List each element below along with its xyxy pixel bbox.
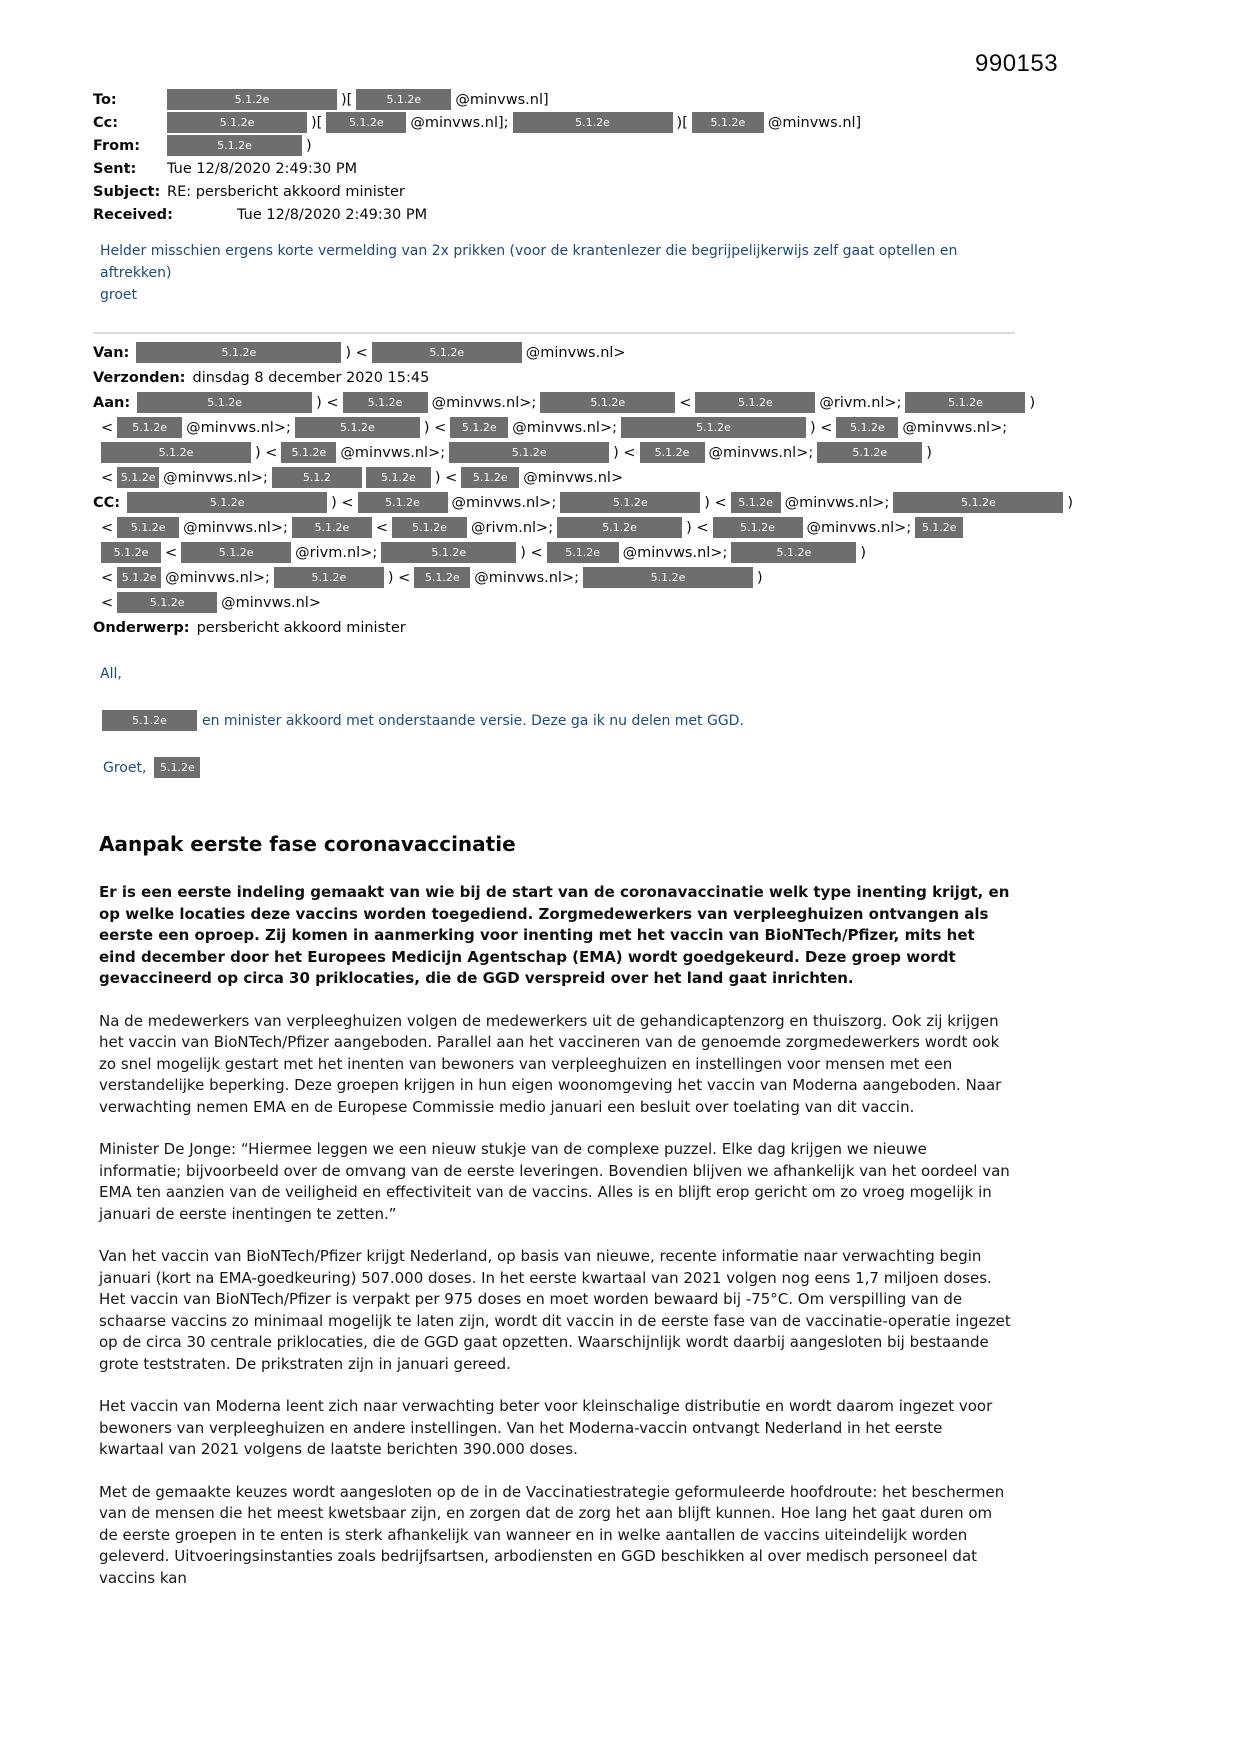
header-text: ) bbox=[1029, 395, 1036, 411]
redaction-block: 5.1.2e bbox=[326, 112, 406, 133]
press-release-paragraph: Met de gemaakte keuzes wordt aangesloten op de in de Vaccinatiestrategie geformuleerde hoofdroute: het beschermen van de mensen die het meest kwetsbaar zijn, en zorgen dat de zorg het aan blijft kunnen. Hoe lang het gaat duren om de eerste groepen in te enten is sterk afhankelijk van wanneer en in welke aantallen de vaccins uiteindelijk worden geleverd. Uitvoeringsinstanties zoals bedrijfsartsen, arbodiensten en GGD beschikken al over medisch personeel dat vaccins kan bbox=[99, 1482, 1005, 1587]
header-label: Onderwerp: bbox=[93, 620, 190, 636]
header-line bbox=[93, 88, 1018, 111]
header-text: ) < bbox=[613, 445, 636, 461]
redaction-block: 5.1.2e bbox=[358, 492, 448, 513]
message-body bbox=[93, 666, 1018, 780]
redaction-block: 5.1.2e bbox=[557, 517, 682, 538]
redaction-block: 5.1.2e bbox=[167, 89, 337, 110]
redaction-block: 5.1.2e bbox=[695, 392, 815, 413]
press-release-title: Aanpak eerste fase coronavaccinatie bbox=[99, 832, 516, 856]
redaction-block: 5.1.2e bbox=[154, 757, 200, 778]
email-header-quoted bbox=[93, 340, 1074, 640]
redaction-block: 5.1.2e bbox=[181, 542, 291, 563]
header-text: RE: persbericht akkoord minister bbox=[167, 184, 405, 200]
header-label: CC: bbox=[93, 495, 121, 511]
header-text: @minvws.nl>; bbox=[784, 495, 890, 511]
redaction-block: 5.1.2 bbox=[272, 467, 362, 488]
header-label: Van: bbox=[93, 345, 130, 361]
header-line bbox=[93, 365, 1018, 390]
redaction-block: 5.1.2e bbox=[461, 467, 519, 488]
header-text: @rivm.nl>; bbox=[819, 395, 902, 411]
redaction-block: 5.1.2e bbox=[101, 442, 251, 463]
header-text: @minvws.nl>; bbox=[512, 420, 617, 436]
redaction-block: 5.1.2e bbox=[295, 417, 420, 438]
header-text: @minvws.nl> bbox=[523, 470, 624, 486]
header-line bbox=[93, 440, 1018, 465]
redaction-block: 5.1.2e bbox=[292, 517, 372, 538]
approval-line bbox=[100, 708, 1018, 733]
redaction-block: 5.1.2e bbox=[513, 112, 673, 133]
header-text: ) < bbox=[316, 395, 339, 411]
redaction-block: 5.1.2e bbox=[101, 542, 161, 563]
header-text: )[ bbox=[676, 115, 688, 131]
redaction-block: 5.1.2e bbox=[117, 592, 217, 613]
header-line bbox=[93, 590, 1018, 615]
header-text: ) < bbox=[520, 545, 543, 561]
redaction-block: 5.1.2e bbox=[381, 542, 516, 563]
press-release-paragraphs bbox=[99, 1011, 1011, 1590]
header-text: < bbox=[101, 470, 114, 486]
press-release-paragraph: Na de medewerkers van verpleeghuizen volgen de medewerkers uit de gehandicaptenzorg en thuiszorg. Ook zij krijgen het vaccin van BioNTech/Pfizer aangeboden. Parallel aan het vaccineren van de genoemde zorgmedewerkers wordt ook zo snel mogelijk gestart met het inenten van bewoners van verpleeghuizen en instellingen voor mensen met een verstandelijke beperking. Deze groepen krijgen in hun eigen woonomgeving het vaccin van Moderna aangeboden. Naar verwachting nemen EMA en de Europese Commissie medio januari een besluit over toelating van dit vaccin. bbox=[99, 1011, 1002, 1116]
doc-number: 990153 bbox=[975, 50, 1059, 77]
redaction-block: 5.1.2e bbox=[583, 567, 753, 588]
redaction-block: 5.1.2e bbox=[366, 467, 431, 488]
header-line bbox=[93, 203, 1018, 226]
header-line bbox=[93, 515, 1018, 540]
header-label: Received: bbox=[93, 207, 173, 223]
redaction-block: 5.1.2e bbox=[621, 417, 806, 438]
redaction-block: 5.1.2e bbox=[560, 492, 700, 513]
redaction-block: 5.1.2e bbox=[713, 517, 803, 538]
indent-spacer bbox=[165, 218, 235, 219]
header-text: < bbox=[375, 520, 389, 536]
header-text: @minvws.nl>; bbox=[451, 495, 557, 511]
reply-note bbox=[93, 240, 1005, 306]
header-line bbox=[100, 708, 1018, 733]
header-line bbox=[93, 340, 1018, 365]
header-text: @minvws.nl>; bbox=[902, 420, 1008, 436]
header-text: ) < bbox=[686, 520, 709, 536]
header-text: )[ bbox=[341, 92, 353, 108]
header-label: Cc: bbox=[93, 115, 119, 131]
redaction-block: 5.1.2e bbox=[117, 467, 159, 488]
email-content bbox=[93, 88, 1074, 1610]
press-release-paragraph: Het vaccin van Moderna leent zich naar verwachting beter voor kleinschalige distributie en wordt daarom ingezet voor bewoners van verpleeghuizen en andere instellingen. Van het Moderna-vaccin ontvangt Nederland in het eerste kwartaal van 2021 volgens de laatste berichten 390.000 doses. bbox=[99, 1397, 993, 1458]
header-text: en minister akkoord met onderstaande versie. Deze ga ik nu delen met GGD. bbox=[202, 713, 744, 729]
header-label: Sent: bbox=[93, 161, 137, 177]
redaction-block: 5.1.2e bbox=[450, 417, 508, 438]
redaction-block: 5.1.2e bbox=[640, 442, 705, 463]
header-text: < bbox=[101, 595, 114, 611]
header-text: @minvws.nl>; bbox=[165, 570, 270, 586]
header-line bbox=[93, 390, 1036, 415]
header-text: ) < bbox=[345, 345, 368, 361]
header-text: ) < bbox=[423, 420, 447, 436]
header-text: ) < bbox=[331, 495, 354, 511]
redaction-block: 5.1.2e bbox=[356, 89, 451, 110]
header-line bbox=[93, 157, 1018, 180]
header-text: @minvws.nl>; bbox=[340, 445, 446, 461]
header-line bbox=[93, 111, 1018, 134]
header-text: ) < bbox=[255, 445, 278, 461]
redaction-block: 5.1.2e bbox=[167, 112, 307, 133]
header-text: < bbox=[101, 520, 114, 536]
header-text: @minvws.nl>; bbox=[163, 470, 268, 486]
header-text: ) < bbox=[809, 420, 833, 436]
redaction-block: 5.1.2e bbox=[281, 442, 336, 463]
redaction-block: 5.1.2e bbox=[836, 417, 898, 438]
header-text: ) bbox=[926, 445, 932, 461]
header-text: < bbox=[679, 395, 692, 411]
header-label: Aan: bbox=[93, 395, 131, 411]
redaction-block: 5.1.2e bbox=[117, 567, 161, 588]
header-line bbox=[93, 490, 1074, 515]
header-text: ) bbox=[756, 570, 763, 586]
redaction-block: 5.1.2e bbox=[127, 492, 327, 513]
redaction-block: 5.1.2e bbox=[167, 135, 302, 156]
redaction-block: 5.1.2e bbox=[102, 710, 197, 731]
redaction-block: 5.1.2e bbox=[731, 542, 856, 563]
reply-note-signoff: groet bbox=[100, 287, 138, 303]
header-text: < bbox=[101, 570, 114, 586]
header-text: @minvws.nl] bbox=[455, 92, 549, 108]
redaction-block: 5.1.2e bbox=[540, 392, 675, 413]
header-text: @minvws.nl]; bbox=[410, 115, 509, 131]
header-text: @minvws.nl] bbox=[767, 115, 862, 131]
header-label: Verzonden: bbox=[93, 370, 186, 386]
header-text: ) < bbox=[434, 470, 458, 486]
header-text: @minvws.nl>; bbox=[186, 420, 291, 436]
redaction-block: 5.1.2e bbox=[137, 392, 312, 413]
salutation: All, bbox=[100, 666, 122, 682]
header-text: dinsdag 8 december 2020 15:45 bbox=[192, 370, 430, 386]
header-text: Groet, bbox=[103, 760, 147, 776]
header-text: @minvws.nl>; bbox=[622, 545, 728, 561]
header-text: @rivm.nl>; bbox=[471, 520, 554, 536]
redaction-block: 5.1.2e bbox=[547, 542, 619, 563]
header-text: Tue 12/8/2020 2:49:30 PM bbox=[237, 207, 428, 223]
closing-line bbox=[100, 755, 1018, 780]
header-text: persbericht akkoord minister bbox=[196, 620, 406, 636]
redaction-block: 5.1.2e bbox=[343, 392, 428, 413]
press-release bbox=[93, 832, 1011, 1589]
header-text: ) bbox=[306, 138, 312, 154]
redaction-block: 5.1.2e bbox=[905, 392, 1025, 413]
redaction-block: 5.1.2e bbox=[117, 417, 182, 438]
header-line bbox=[93, 180, 1018, 203]
header-text: ) bbox=[1067, 495, 1074, 511]
redaction-block: 5.1.2e bbox=[136, 342, 341, 363]
redaction-block: 5.1.2e bbox=[731, 492, 781, 513]
press-release-paragraph: Van het vaccin van BioNTech/Pfizer krijgt Nederland, op basis van nieuwe, recente informatie naar verwachting begin januari (kort na EMA-goedkeuring) 507.000 doses. In het eerste kwartaal van 2021 volgen nog eens 1,7 miljoen doses. Het vaccin van BioNTech/Pfizer is verpakt per 975 doses en moet worden bewaard bij -75°C. Om verspilling van de schaarse vaccins zo minimaal mogelijk te laten zijn, wordt dit vaccin in de eerste fase van de vaccinatie-operatie ingezet op de circa 30 centrale priklocaties, die de GGD gaat opzetten. Waarschijnlijk wordt daarbij aangesloten bij bestaande grote teststraten. De prikstraten zijn in januari gereed. bbox=[99, 1247, 1011, 1373]
header-text: @minvws.nl> bbox=[221, 595, 321, 611]
redaction-block: 5.1.2e bbox=[414, 567, 470, 588]
header-line bbox=[93, 415, 1018, 440]
press-release-lead: Er is een eerste indeling gemaakt van wie bij de start van de coronavaccinatie welk type inenting krijgt, en op welke locaties deze vaccins worden toegediend. Zorgmedewerkers van verpleeghuizen ontvangen als eerste een oproep. Zij komen in aanmerking voor inenting met het vaccin van BioNTech/Pfizer, mits het eind december door het Europees Medicijn Agentschap (EMA) wordt goedgekeurd. Deze groep wordt gevaccineerd op circa 30 priklocaties, die de GGD verspreid over het land gaat inrichten. bbox=[99, 883, 1010, 987]
header-text: @minvws.nl>; bbox=[708, 445, 814, 461]
redaction-block: 5.1.2e bbox=[274, 567, 384, 588]
reply-note-text: Helder misschien ergens korte vermelding van 2x prikken (voor de krantenlezer die begrijpelijkerwijs zelf gaat optellen en aftrekken) bbox=[100, 243, 958, 281]
header-line bbox=[93, 615, 1018, 640]
header-text: ) < bbox=[387, 570, 411, 586]
header-line bbox=[93, 134, 1018, 157]
header-text: @rivm.nl>; bbox=[295, 545, 378, 561]
separator-line bbox=[93, 332, 1015, 334]
redaction-block: 5.1.2e bbox=[692, 112, 764, 133]
header-text: @minvws.nl>; bbox=[474, 570, 579, 586]
header-text: @minvws.nl>; bbox=[431, 395, 537, 411]
header-text: ) bbox=[860, 545, 867, 561]
header-label: To: bbox=[93, 92, 117, 108]
header-text: @minvws.nl> bbox=[525, 345, 626, 361]
header-line bbox=[93, 540, 1018, 565]
redaction-block: 5.1.2e bbox=[817, 442, 922, 463]
header-text: )[ bbox=[311, 115, 323, 131]
header-label: Subject: bbox=[93, 184, 161, 200]
redaction-block: 5.1.2e bbox=[117, 517, 179, 538]
header-text: ) < bbox=[704, 495, 727, 511]
redaction-block: 5.1.2e bbox=[893, 492, 1063, 513]
header-line bbox=[93, 565, 1018, 590]
header-text: Tue 12/8/2020 2:49:30 PM bbox=[167, 161, 358, 177]
header-line bbox=[100, 755, 1018, 780]
header-text: @minvws.nl>; bbox=[183, 520, 288, 536]
header-text: @minvws.nl>; bbox=[806, 520, 912, 536]
redaction-block: 5.1.2e bbox=[372, 342, 522, 363]
redaction-block: 5.1.2e bbox=[392, 517, 467, 538]
press-release-paragraph: Minister De Jonge: “Hiermee leggen we een nieuw stukje van de complexe puzzel. Elke dag krijgen we nieuwe informatie; bijvoorbeeld over de omvang van de eerste leveringen. Bovendien blijven we afhankelijk van het oordeel van EMA ten aanzien van de veiligheid en effectiviteit van de vaccins. Alles is en blijft erop gericht om zo vroeg mogelijk in januari de eerste inentingen te zetten.” bbox=[99, 1140, 1010, 1223]
email-header-outer bbox=[93, 88, 1018, 226]
header-text: < bbox=[165, 545, 178, 561]
header-label: From: bbox=[93, 138, 140, 154]
redaction-block: 5.1.2e bbox=[449, 442, 609, 463]
redaction-block: 5.1.2e bbox=[915, 517, 963, 538]
header-text: < bbox=[101, 420, 114, 436]
header-line bbox=[93, 465, 1018, 490]
